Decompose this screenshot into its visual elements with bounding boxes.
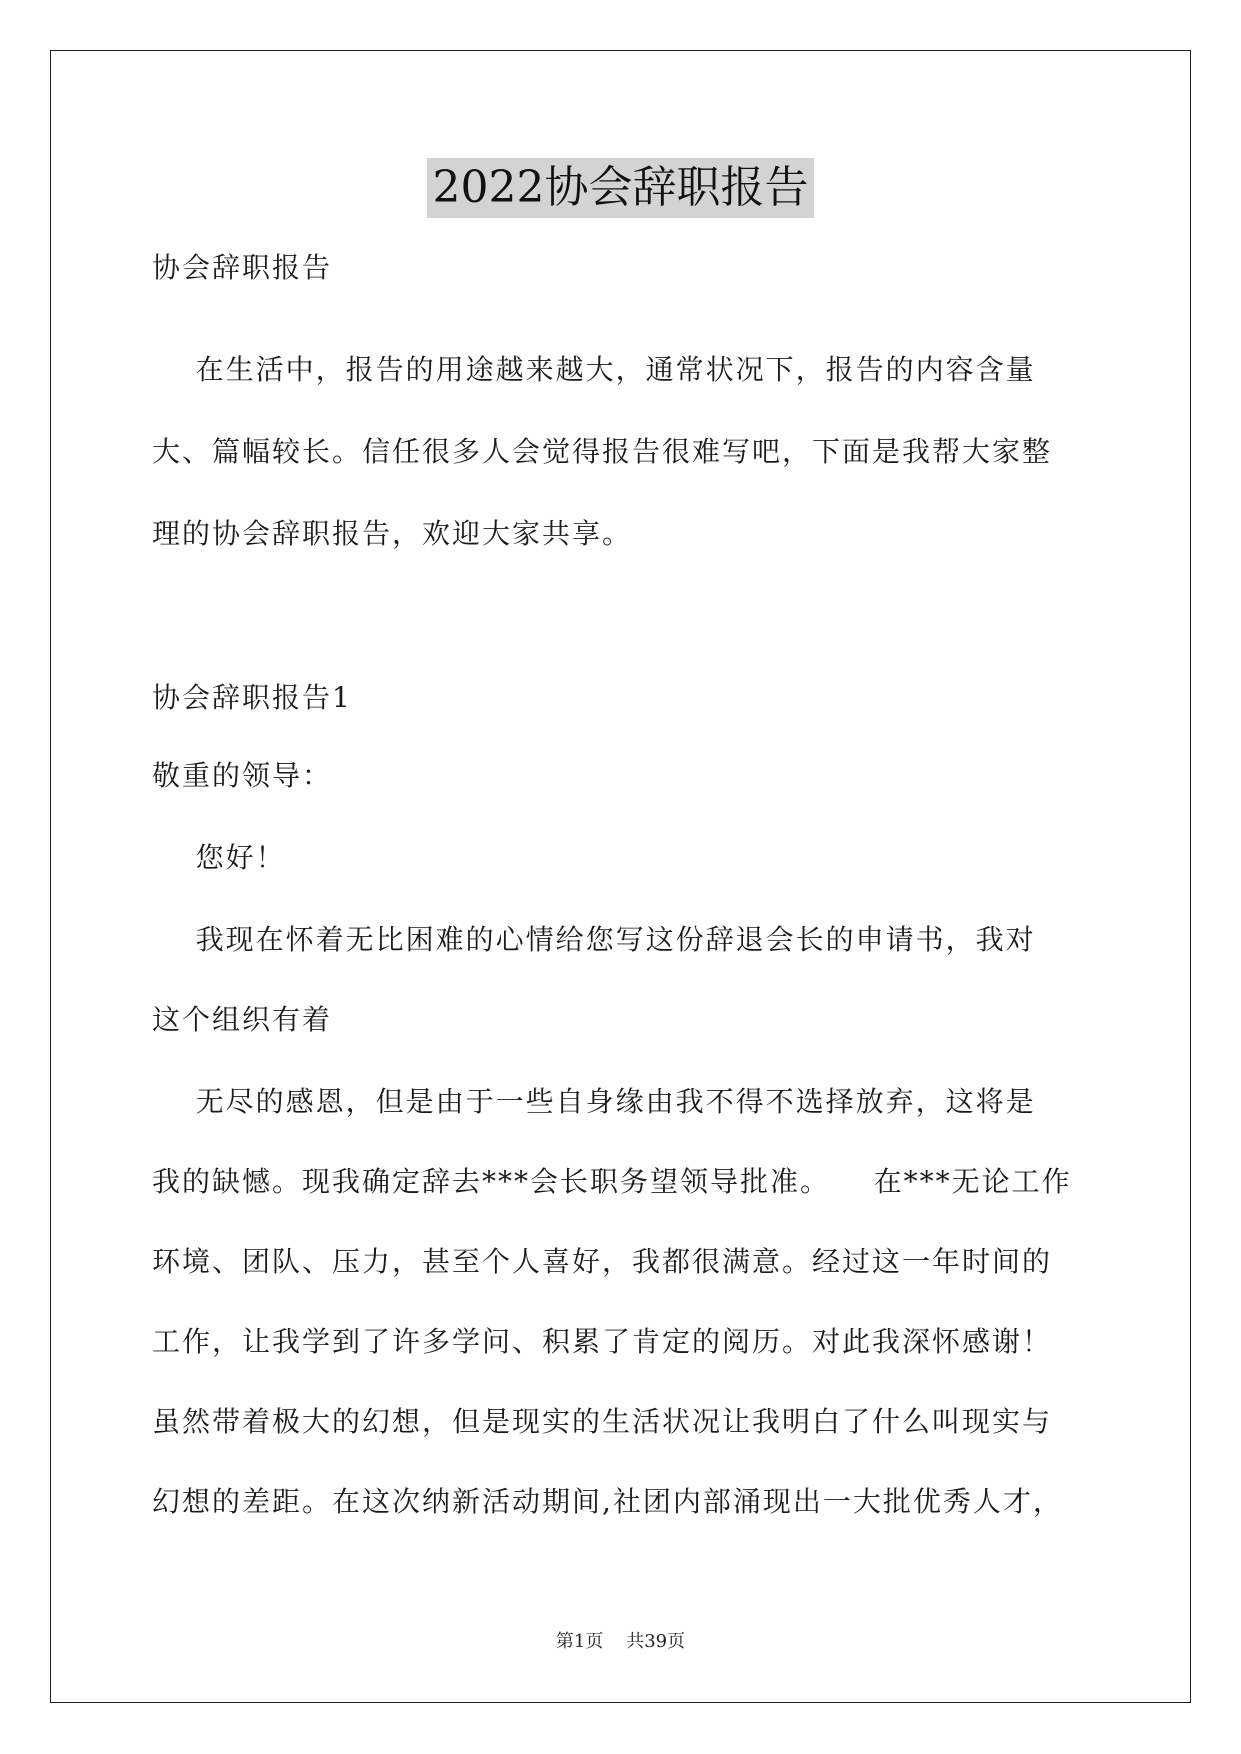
body-line-1: 我现在怀着无比困难的心情给您写这份辞退会长的申请书，我对 [152,923,1036,956]
document-title: 2022协会辞职报告 [427,158,815,218]
subtitle: 协会辞职报告 [152,251,333,284]
section-heading: 协会辞职报告1 [152,681,352,714]
title-container [0,158,1241,218]
body-line-5: 环境、团队、压力，甚至个人喜好，我都很满意。经过这一年时间的 [152,1245,1053,1278]
intro-line-1: 在生活中，报告的用途越来越大，通常状况下，报告的内容含量 [152,353,1036,386]
salutation: 敬重的领导： [152,759,333,792]
greeting: 您好！ [152,841,286,874]
body-line-3: 无尽的感恩，但是由于一些自身缘由我不得不选择放弃，这将是 [152,1085,1036,1118]
page-number: 第1页 共39页 [555,1631,686,1652]
body-line-8: 幻想的差距。在这次纳新活动期间,社团内部涌现出一大批优秀人才， [152,1485,1063,1518]
intro-line-2: 大、篇幅较长。信任很多人会觉得报告很难写吧，下面是我帮大家整 [152,435,1053,468]
body-line-4: 我的缺憾。现我确定辞去***会长职务望领导批准。 在***无论工作 [152,1165,1072,1198]
body-line-7: 虽然带着极大的幻想，但是现实的生活状况让我明白了什么叫现实与 [152,1405,1053,1438]
intro-line-3: 理的协会辞职报告，欢迎大家共享。 [152,517,633,550]
body-line-6: 工作，让我学到了许多学问、积累了肯定的阅历。对此我深怀感谢！ [152,1325,1053,1358]
body-line-2: 这个组织有着 [152,1003,333,1036]
